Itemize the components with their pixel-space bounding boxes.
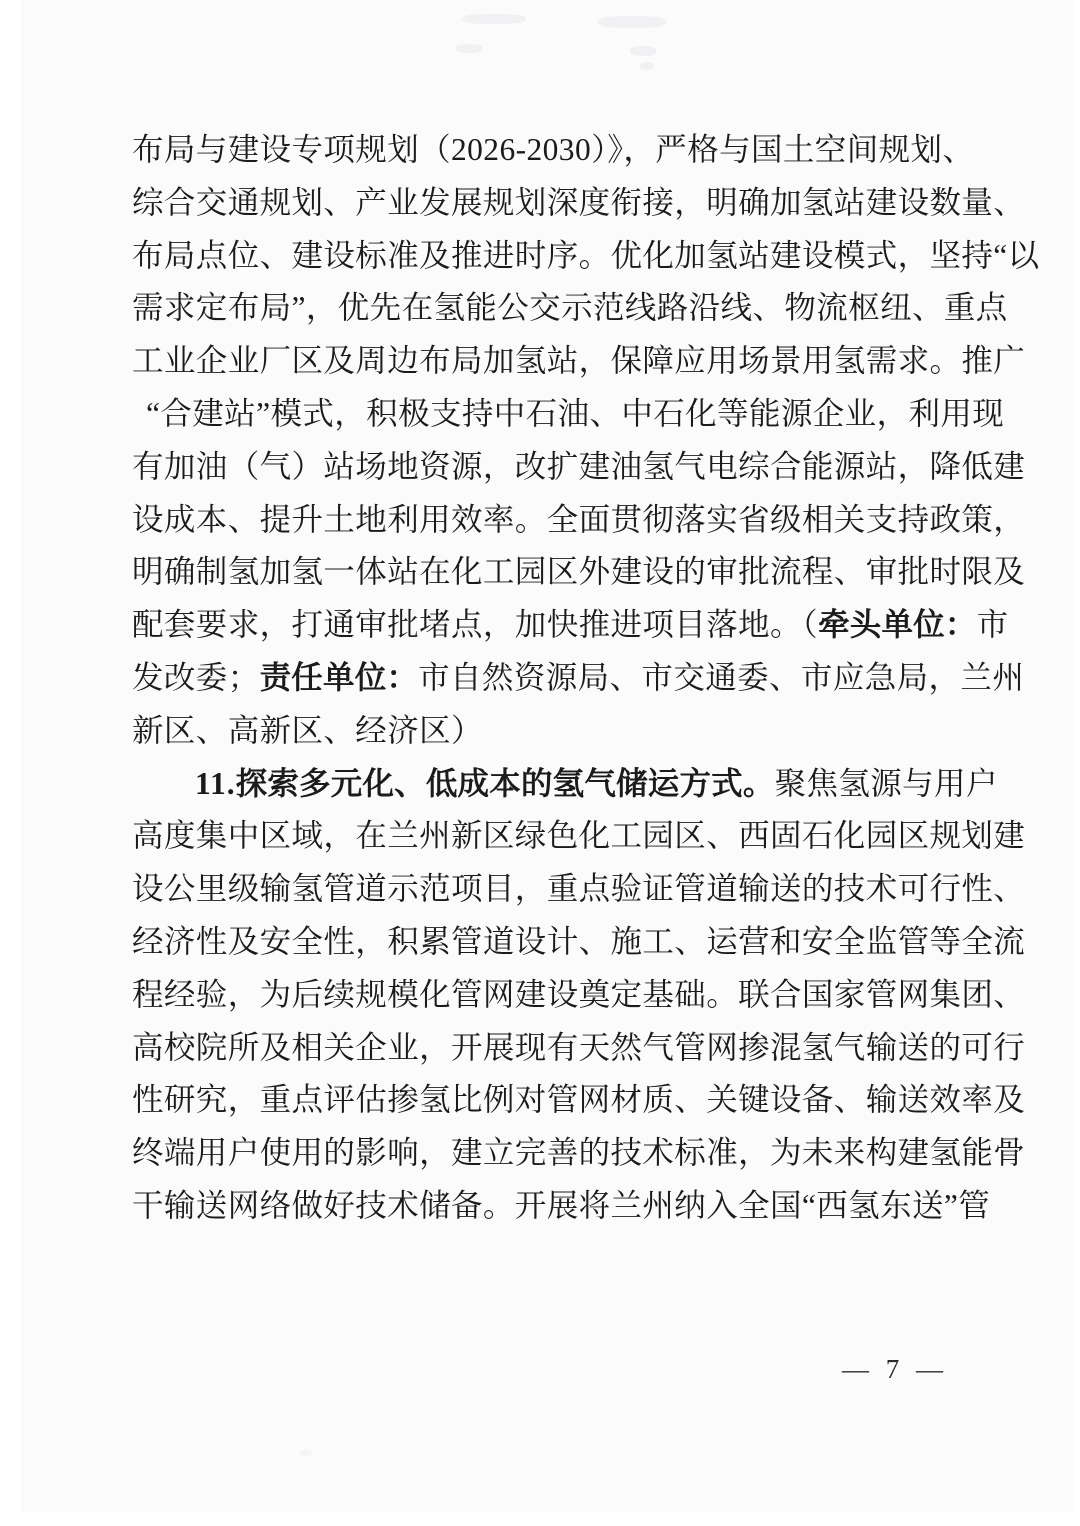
scan-artifact xyxy=(462,14,526,24)
body-line: 布局与建设专项规划（2026-2030）》，严格与国土空间规划、 xyxy=(132,132,975,167)
body-line: 程经验，为后续规模化管网建设奠定基础。联合国家管网集团、 xyxy=(132,976,1026,1012)
body-line: 明确制氢加氢一体站在化工园区外建设的审批流程、审批时限及 xyxy=(132,554,1026,590)
responsible-unit-label: 责任单位： xyxy=(259,659,419,695)
body-line: 设成本、提升土地利用效率。全面贯彻落实省级相关支持政策， xyxy=(132,501,1026,537)
body-line: 工业企业厂区及周边布局加氢站，保障应用场景用氢需求。推广 xyxy=(132,343,1026,379)
body-line: 布局点位、建设标准及推进时序。优化加氢站建设模式，坚持“以 xyxy=(132,237,1040,273)
scan-edge-right xyxy=(1074,0,1080,1526)
scan-artifact xyxy=(640,62,654,70)
line-text-suffix: 市 xyxy=(976,607,1009,643)
body-line: 性研究，重点评估掺氢比例对管网材质、关键设备、输送效率及 xyxy=(132,1082,1026,1118)
body-line-lead-unit xyxy=(132,599,1009,652)
scan-artifact xyxy=(456,44,482,53)
body-line: 有加油（气）站场地资源，改扩建油氢气电综合能源站，降低建 xyxy=(132,448,1026,484)
line-text-prefix: 配套要求，打通审批堵点，加快推进项目落地。（ xyxy=(132,607,819,643)
body-line: 经济性及安全性，积累管道设计、施工、运营和安全监管等全流 xyxy=(132,923,1026,959)
page-number: — 7 — xyxy=(842,1354,948,1384)
body-line: 终端用户使用的影响，建立完善的技术标准，为未来构建氢能骨 xyxy=(132,1135,1026,1171)
page-body-text xyxy=(132,124,1040,1233)
scan-artifact xyxy=(598,16,666,28)
body-line: “合建站”模式，积极支持中石油、中石化等能源企业，利用现 xyxy=(146,395,1005,431)
body-line: 高校院所及相关企业，开展现有天然气管网掺混氢气输送的可行 xyxy=(132,1029,1026,1065)
section-11-heading-line xyxy=(132,758,998,811)
body-line: 需求定布局”，优先在氢能公交示范线路沿线、物流枢纽、重点 xyxy=(132,290,1008,326)
body-line: 新区、高新区、经济区） xyxy=(132,712,483,748)
lead-unit-label: 牵头单位： xyxy=(818,607,977,643)
body-line: 设公里级输氢管道示范项目，重点验证管道输送的技术可行性、 xyxy=(132,871,1026,907)
scan-edge-bottom xyxy=(0,1512,1080,1526)
body-line: 高度集中区域，在兰州新区绿色化工园区、西固石化园区规划建 xyxy=(132,818,1026,854)
body-line: 综合交通规划、产业发展规划深度衔接，明确加氢站建设数量、 xyxy=(132,184,1026,220)
section-11-first-line-rest: 聚焦氢源与用户 xyxy=(774,765,998,801)
body-line: 干输送网络做好技术储备。开展将兰州纳入全国“西氢东送”管 xyxy=(132,1187,991,1223)
section-11-heading: 探索多元化、低成本的氢气储运方式。 xyxy=(235,765,775,801)
scan-artifact xyxy=(630,46,656,56)
section-number: 11. xyxy=(195,765,236,801)
line-text-suffix: 市自然资源局、市交通委、市应急局，兰州 xyxy=(418,659,1025,695)
scan-edge-left xyxy=(0,0,21,1526)
body-line-responsible-unit xyxy=(132,652,1025,705)
scan-artifact xyxy=(300,1450,312,1456)
line-text-prefix: 发改委； xyxy=(132,659,260,695)
